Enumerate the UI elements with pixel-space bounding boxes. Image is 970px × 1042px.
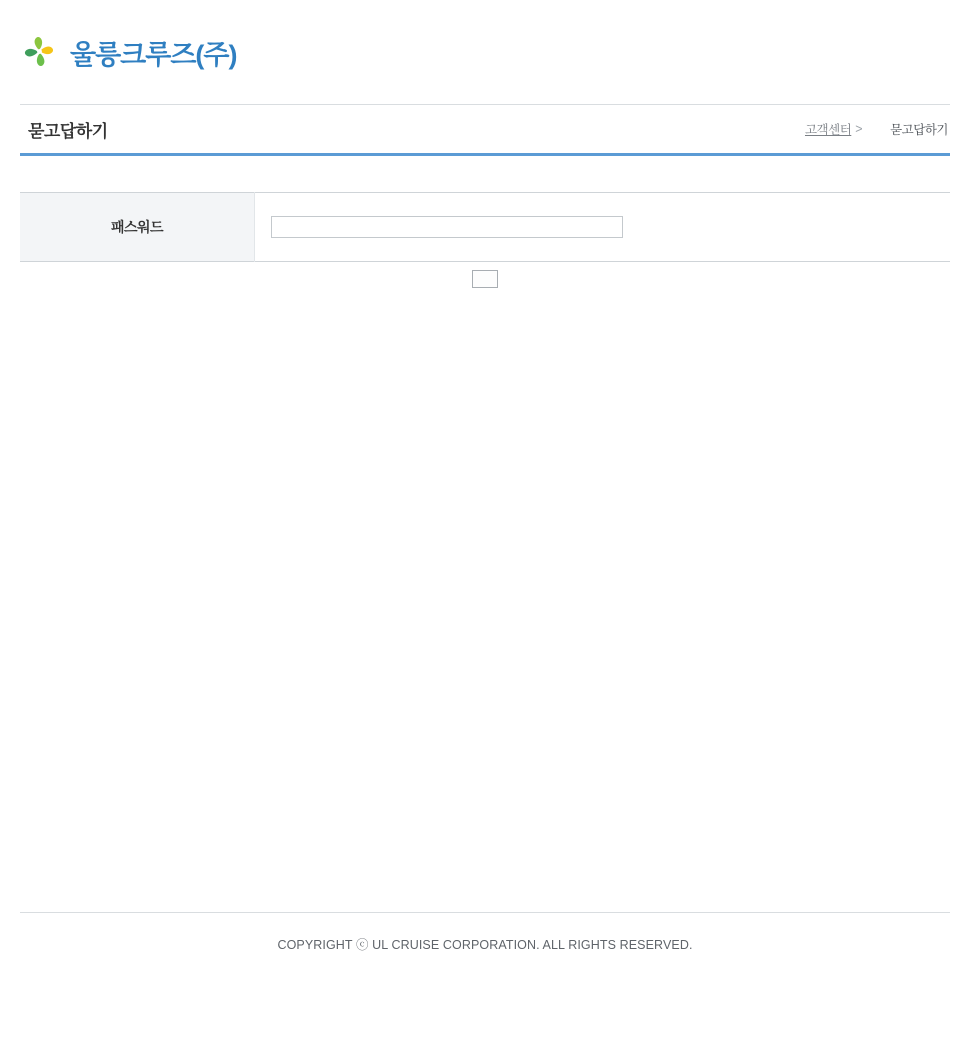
main-content [20,156,950,288]
breadcrumb [805,120,950,138]
site-footer [20,912,950,953]
logo-text-main: 울릉크루즈 [70,39,196,70]
password-label: 패스워드 [20,193,255,262]
password-field-cell [255,193,951,262]
page-title: 묻고답하기 [28,121,108,141]
table-row [20,193,950,262]
form-actions [20,262,950,288]
copyright-text: COPYRIGHT ⓒ UL CRUISE CORPORATION. ALL RIGHTS RESERVED. [277,938,693,952]
confirm-button[interactable] [472,270,498,288]
password-form-table [20,192,950,262]
password-input[interactable] [271,216,623,238]
site-logo-link[interactable] [20,32,237,72]
logo-text [70,33,237,72]
pinwheel-flower-logo-icon [20,32,60,72]
site-header [0,0,970,104]
breadcrumb-item-current: 묻고답하기 [890,123,948,137]
breadcrumb-item-parent[interactable]: 고객센터 [804,123,852,137]
breadcrumb-separator-icon: > [855,122,863,136]
logo-text-suffix: (주) [195,39,237,70]
content-spacer [20,156,950,192]
title-bar [20,104,950,156]
